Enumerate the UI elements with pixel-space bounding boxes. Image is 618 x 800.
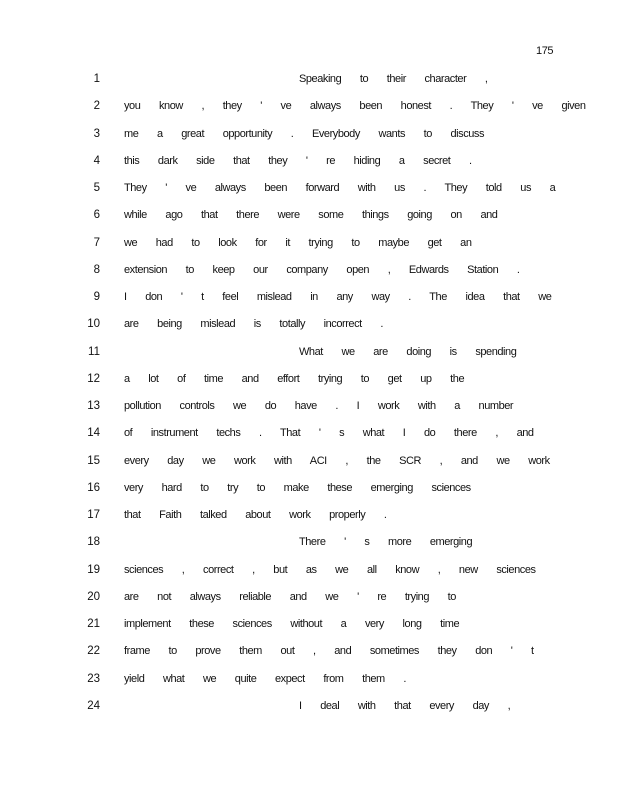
transcript-line [0,642,618,660]
transcript-line [0,206,618,224]
line-text: What we are doing is spending [299,345,517,358]
line-number: 7 [93,236,100,249]
line-number: 22 [87,645,100,658]
line-number: 10 [87,318,100,331]
transcript-line [0,261,618,279]
line-number: 1 [93,73,100,85]
line-number: 23 [87,672,100,685]
transcript-line [0,424,618,442]
transcript-line [0,370,618,388]
line-number: 13 [87,400,100,412]
transcript-line [0,615,618,633]
line-text: this dark side that they ' re hiding a secret . [124,154,472,167]
line-number: 16 [87,481,100,494]
line-text: are not always reliable and we ' re trying to [124,590,456,603]
transcript-line [0,70,618,88]
line-text: of instrument techs . That ' s what I do there , and [124,427,534,440]
transcript-line [0,479,618,497]
page-number: 175 [536,45,554,57]
line-number: 5 [93,182,100,194]
line-text: I deal with that every day , [299,699,511,712]
transcript-line [0,561,618,579]
line-text: you know , they ' ve always been honest . They ' ve given [124,100,586,113]
line-text: very hard to try to make these emerging sciences [124,481,471,494]
line-text: sciences , correct , but as we all know , new sciences [124,563,536,576]
line-text: yield what we quite expect from them . [124,672,406,685]
line-text: me a great opportunity . Everybody wants to discuss [124,127,485,140]
transcript-line [0,152,618,170]
transcript-line [0,125,618,143]
line-number: 21 [87,618,100,630]
line-number: 18 [87,536,100,549]
line-number: 14 [87,427,100,440]
transcript-line [0,588,618,606]
line-number: 19 [87,563,100,576]
transcript-line [0,697,618,715]
transcript-line [0,234,618,252]
line-number: 20 [87,590,100,603]
line-number: 17 [87,509,100,521]
line-text: They ' ve always been forward with us . They told us a [124,182,556,194]
line-text: every day we work with ACI , the SCR , and we work [124,454,550,467]
line-text: I don ' t feel mislead in any way . The idea that we [124,291,552,303]
line-number: 12 [87,372,100,385]
line-text: There ' s more emerging [299,536,473,549]
line-text: extension to keep our company open , Edwards Station . [124,263,520,276]
line-text: that Faith talked about work properly . [124,509,387,521]
line-number: 4 [93,154,100,167]
transcript-line [0,97,618,115]
line-text: while ago that there were some things going on and [124,209,498,222]
line-number: 24 [87,699,100,712]
line-number: 3 [93,127,100,140]
line-text: frame to prove them out , and sometimes they don ' t [124,645,534,658]
line-number: 9 [93,291,100,303]
transcript-line [0,288,618,306]
transcript-line [0,533,618,551]
transcript-line [0,343,618,361]
transcript-line [0,179,618,197]
transcript-line [0,670,618,688]
line-text: Speaking to their character , [299,73,488,85]
line-text: a lot of time and effort trying to get up the [124,372,465,385]
line-number: 8 [93,263,100,276]
line-text: implement these sciences without a very long time [124,618,460,630]
line-number: 15 [87,454,100,467]
transcript-line [0,397,618,415]
line-text: pollution controls we do have . I work with a number [124,400,514,412]
line-text: we had to look for it trying to maybe get an [124,236,472,249]
transcript-line [0,452,618,470]
line-number: 6 [93,209,100,222]
transcript-line [0,315,618,333]
transcript-line [0,506,618,524]
line-number: 11 [88,345,100,358]
line-number: 2 [93,100,100,113]
line-text: are being mislead is totally incorrect . [124,318,383,331]
